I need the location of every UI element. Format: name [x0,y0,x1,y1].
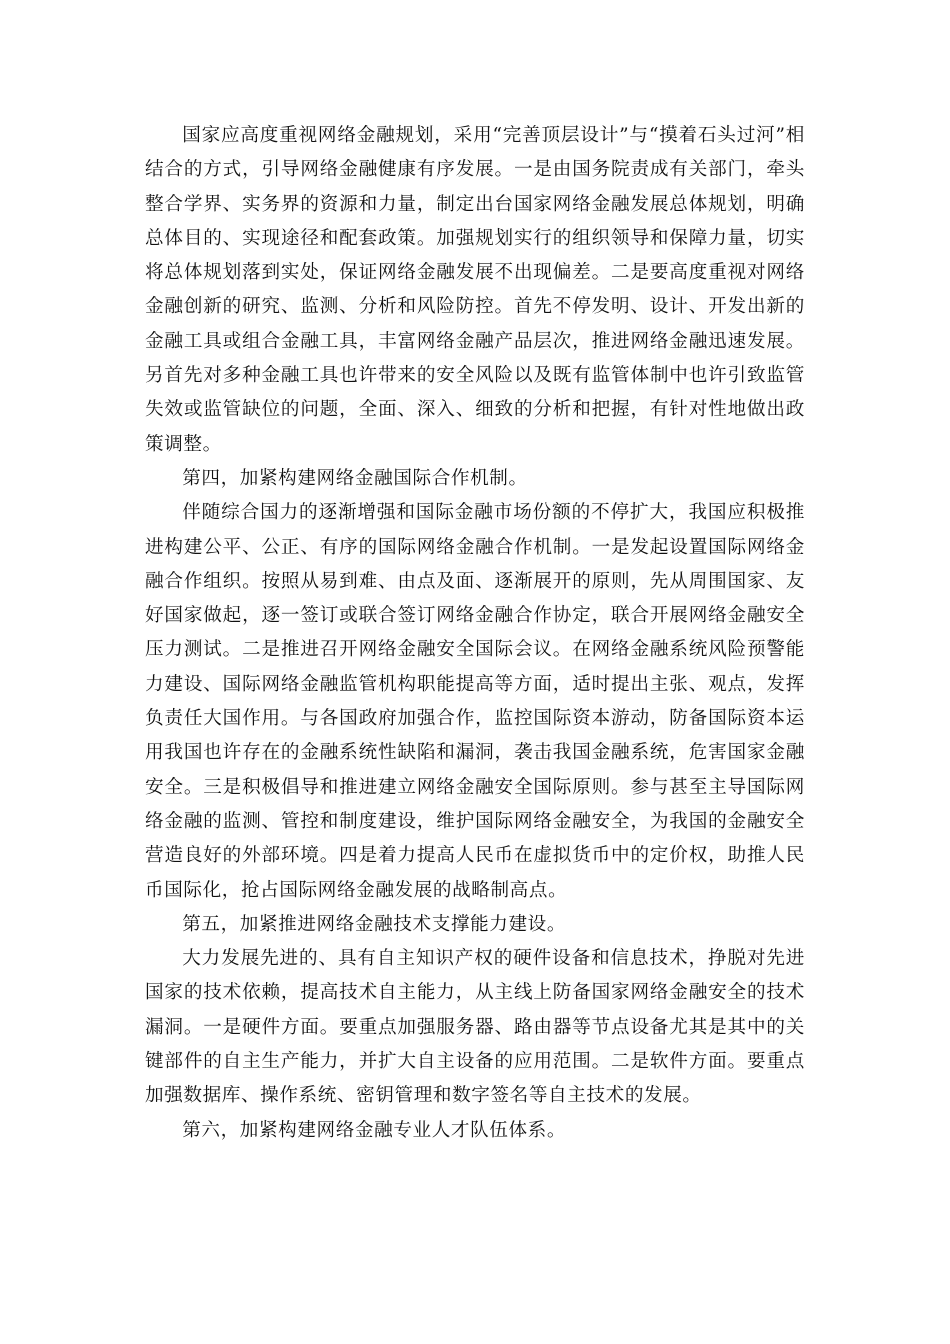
paragraph-planning: 国家应高度重视网络金融规划，采用“完善顶层设计”与“摸着石头过河”相结合的方式，引导网络金融健康有序发展。一是由国务院责成有关部门，牵头整合学界、实务界的资源和力量，制定出台国家网络金融发展总体规划，明确总体目的、实现途径和配套政策。加强规划实行的组织领导和保障力量，切实将总体规划落到实处，保证网络金融发展不出现偏差。二是要高度重视对网络金融创新的研究、监测、分析和风险防控。首先不停发明、设计、开发出新的金融工具或组合金融工具，丰富网络金融产品层次，推进网络金融迅速发展。另首先对多种金融工具也许带来的安全风险以及既有监管体制中也许引致监管失效或监管缺位的问题，全面、深入、细致的分析和把握，有针对性地做出政策调整。 [145,125,805,455]
body-text [145,119,805,1148]
heading-fourth-international-cooperation: 第四，加紧构建网络金融国际合作机制。 [182,467,528,489]
heading-sixth-talent-team: 第六，加紧构建网络金融专业人才队伍体系。 [182,1119,567,1141]
paragraph-international-cooperation: 伴随综合国力的逐渐增强和国际金融市场份额的不停扩大，我国应积极推进构建公平、公正、有序的国际网络金融合作机制。一是发起设置国际网络金融合作组织。按照从易到难、由点及面、逐渐展开的原则，先从周围国家、友好国家做起，逐一签订或联合签订网络金融合作协定，联合开展网络金融安全压力测试。二是推进召开网络金融安全国际会议。在网络金融系统风险预警能力建设、国际网络金融监管机构职能提高等方面，适时提出主张、观点，发挥负责任大国作用。与各国政府加强合作，监控国际资本游动，防备国际资本运用我国也许存在的金融系统性缺陷和漏洞，袭击我国金融系统，危害国家金融安全。三是积极倡导和推进建立网络金融安全国际原则。参与甚至主导国际网络金融的监测、管控和制度建设，维护国际网络金融安全，为我国的金融安全营造良好的外部环境。四是着力提高人民币在虚拟货币中的定价权，助推人民币国际化，抢占国际网络金融发展的战略制高点。 [145,502,805,901]
heading-fifth-technical-support: 第五，加紧推进网络金融技术支撑能力建设。 [182,913,567,935]
paragraph-technical-support: 大力发展先进的、具有自主知识产权的硬件设备和信息技术，挣脱对先进国家的技术依赖，提高技术自主能力，从主线上防备国家网络金融安全的技术漏洞。一是硬件方面。要重点加强服务器、路由器等节点设备尤其是其中的关键部件的自主生产能力，并扩大自主设备的应用范围。二是软件方面。要重点加强数据库、操作系统、密钥管理和数字签名等自主技术的发展。 [145,948,805,1107]
